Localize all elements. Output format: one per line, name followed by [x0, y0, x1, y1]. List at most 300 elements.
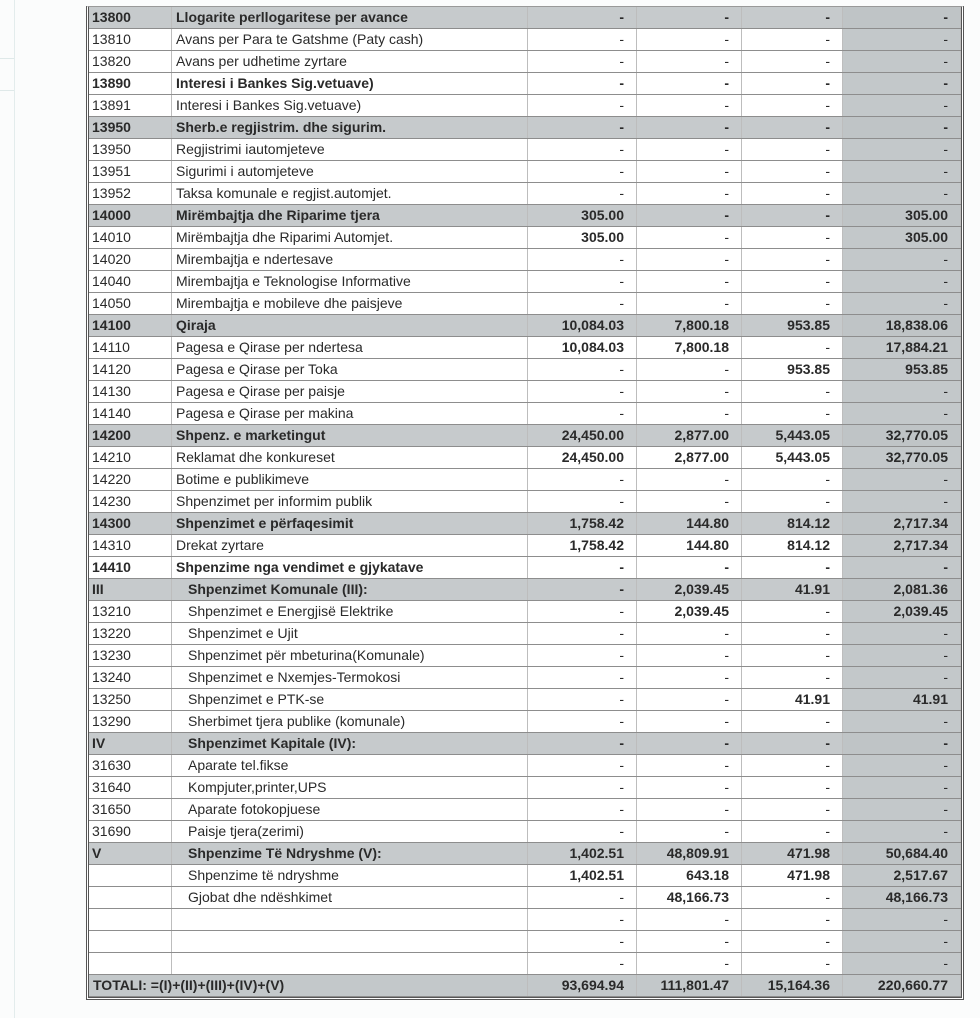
amount-col3-cell: 814.12	[742, 513, 843, 535]
description-cell: Shpenzime Të Ndryshme (V):	[172, 843, 528, 865]
amount-col1-cell: -	[528, 601, 637, 623]
amount-col3-cell: -	[742, 117, 843, 139]
description-cell: Shpenzimet Kapitale (IV):	[172, 733, 528, 755]
amount-col2-cell: -	[637, 667, 742, 689]
row-total-cell: -	[843, 909, 961, 931]
account-code-cell: IV	[89, 733, 172, 755]
table-row	[89, 777, 961, 799]
row-total-cell: -	[843, 733, 961, 755]
account-code-cell: V	[89, 843, 172, 865]
row-total-cell: -	[843, 777, 961, 799]
description-cell: Pagesa e Qirase per ndertesa	[172, 337, 528, 359]
account-code-cell: 13240	[89, 667, 172, 689]
amount-col2-cell: -	[637, 777, 742, 799]
description-cell	[172, 931, 528, 953]
amount-col3-cell: -	[742, 95, 843, 117]
amount-col2-cell: -	[637, 469, 742, 491]
description-cell: Paisje tjera(zerimi)	[172, 821, 528, 843]
amount-col1-cell: -	[528, 381, 637, 403]
description-cell: Kompjuter,printer,UPS	[172, 777, 528, 799]
description-cell: Interesi i Bankes Sig.vetuave)	[172, 95, 528, 117]
background-spreadsheet-edge	[0, 0, 15, 1018]
description-cell: Mirembajtja e Teknologise Informative	[172, 271, 528, 293]
row-total-cell: 17,884.21	[843, 337, 961, 359]
description-cell: Shpenzime nga vendimet e gjykatave	[172, 557, 528, 579]
amount-col2-cell: -	[637, 733, 742, 755]
background-gridline	[0, 58, 14, 59]
account-code-cell: 14410	[89, 557, 172, 579]
amount-col2-cell: -	[637, 623, 742, 645]
account-code-cell: 13890	[89, 73, 172, 95]
amount-col1-cell: -	[528, 403, 637, 425]
amount-col3-cell: -	[742, 623, 843, 645]
description-cell: Sherb.e regjistrim. dhe sigurim.	[172, 117, 528, 139]
account-code-cell: 13290	[89, 711, 172, 733]
row-total-cell: -	[843, 469, 961, 491]
account-code-cell: 14220	[89, 469, 172, 491]
amount-col3-cell: -	[742, 29, 843, 51]
account-code-cell: 14120	[89, 359, 172, 381]
row-total-cell: 2,517.67	[843, 865, 961, 887]
table-row	[89, 381, 961, 403]
description-cell	[172, 953, 528, 975]
account-code-cell	[89, 909, 172, 931]
table-row	[89, 403, 961, 425]
table-row	[89, 931, 961, 953]
table-row	[89, 469, 961, 491]
amount-col3-cell: 41.91	[742, 689, 843, 711]
table-row	[89, 139, 961, 161]
account-code-cell: 14020	[89, 249, 172, 271]
description-cell: Avans per Para te Gatshme (Paty cash)	[172, 29, 528, 51]
amount-col3-cell: -	[742, 777, 843, 799]
amount-col3-cell: 953.85	[742, 315, 843, 337]
amount-col1-cell: -	[528, 469, 637, 491]
amount-col1-cell: -	[528, 733, 637, 755]
description-cell: Aparate fotokopjuese	[172, 799, 528, 821]
account-code-cell: 13820	[89, 51, 172, 73]
description-cell: Shpenzime të ndryshme	[172, 865, 528, 887]
amount-col1-cell: -	[528, 579, 637, 601]
grand-total-col1: 93,694.94	[528, 975, 637, 997]
amount-col2-cell: 48,166.73	[637, 887, 742, 909]
amount-col2-cell: -	[637, 73, 742, 95]
amount-col2-cell: -	[637, 271, 742, 293]
amount-col2-cell: -	[637, 381, 742, 403]
grand-total-col3: 15,164.36	[742, 975, 843, 997]
row-total-cell: -	[843, 953, 961, 975]
amount-col2-cell: -	[637, 293, 742, 315]
amount-col1-cell: -	[528, 909, 637, 931]
account-code-cell: 13220	[89, 623, 172, 645]
account-code-cell: 14050	[89, 293, 172, 315]
description-cell: Interesi i Bankes Sig.vetuave)	[172, 73, 528, 95]
table-row	[89, 689, 961, 711]
account-code-cell: 13951	[89, 161, 172, 183]
amount-col1-cell: 1,402.51	[528, 865, 637, 887]
description-cell: Shpenz. e marketingut	[172, 425, 528, 447]
amount-col1-cell: 1,402.51	[528, 843, 637, 865]
row-total-cell: 305.00	[843, 227, 961, 249]
account-code-cell: 14130	[89, 381, 172, 403]
amount-col2-cell: -	[637, 359, 742, 381]
amount-col3-cell: 5,443.05	[742, 425, 843, 447]
row-total-cell: 32,770.05	[843, 447, 961, 469]
description-cell: Shpenzimet Komunale (III):	[172, 579, 528, 601]
description-cell: Shpenzimet për mbeturina(Komunale)	[172, 645, 528, 667]
account-code-cell	[89, 931, 172, 953]
description-cell: Shpenzimet e përfaqesimit	[172, 513, 528, 535]
account-code-cell: 14100	[89, 315, 172, 337]
amount-col2-cell: 7,800.18	[637, 337, 742, 359]
amount-col1-cell: 305.00	[528, 227, 637, 249]
account-code-cell: 13952	[89, 183, 172, 205]
category-row	[89, 315, 961, 337]
amount-col3-cell: -	[742, 205, 843, 227]
amount-col1-cell: -	[528, 293, 637, 315]
amount-col3-cell: -	[742, 227, 843, 249]
amount-col2-cell: -	[637, 249, 742, 271]
amount-col1-cell: -	[528, 73, 637, 95]
table-row	[89, 667, 961, 689]
row-total-cell: 41.91	[843, 689, 961, 711]
amount-col1-cell: -	[528, 953, 637, 975]
table-row	[89, 887, 961, 909]
account-code-cell: 13210	[89, 601, 172, 623]
amount-col1-cell: -	[528, 645, 637, 667]
table-row	[89, 227, 961, 249]
amount-col3-cell: -	[742, 249, 843, 271]
account-code-cell: 13891	[89, 95, 172, 117]
description-cell: Llogarite perllogaritese per avance	[172, 7, 528, 29]
account-code-cell: 14200	[89, 425, 172, 447]
amount-col3-cell: -	[742, 909, 843, 931]
description-cell: Botime e publikimeve	[172, 469, 528, 491]
table-row	[89, 865, 961, 887]
amount-col1-cell: 10,084.03	[528, 337, 637, 359]
amount-col2-cell: 643.18	[637, 865, 742, 887]
amount-col2-cell: 2,877.00	[637, 447, 742, 469]
account-code-cell: 31630	[89, 755, 172, 777]
amount-col1-cell: 24,450.00	[528, 425, 637, 447]
category-row	[89, 513, 961, 535]
amount-col1-cell: -	[528, 359, 637, 381]
amount-col1-cell: -	[528, 29, 637, 51]
amount-col1-cell: -	[528, 95, 637, 117]
table-row	[89, 249, 961, 271]
table-row	[89, 337, 961, 359]
table-row	[89, 755, 961, 777]
amount-col2-cell: -	[637, 491, 742, 513]
description-cell: Gjobat dhe ndëshkimet	[172, 887, 528, 909]
row-total-cell: -	[843, 821, 961, 843]
row-total-cell: -	[843, 161, 961, 183]
description-cell: Sherbimet tjera publike (komunale)	[172, 711, 528, 733]
table-row	[89, 623, 961, 645]
account-code-cell: III	[89, 579, 172, 601]
description-cell	[172, 909, 528, 931]
amount-col1-cell: -	[528, 161, 637, 183]
table-row	[89, 711, 961, 733]
amount-col3-cell: -	[742, 799, 843, 821]
description-cell: Shpenzimet e Energjisë Elektrike	[172, 601, 528, 623]
account-code-cell	[89, 887, 172, 909]
amount-col2-cell: -	[637, 403, 742, 425]
row-total-cell: -	[843, 491, 961, 513]
expense-report-table	[86, 6, 964, 1000]
row-total-cell: 18,838.06	[843, 315, 961, 337]
description-cell: Mirëmbajtja dhe Riparimi Automjet.	[172, 227, 528, 249]
amount-col3-cell: -	[742, 887, 843, 909]
account-code-cell: 14140	[89, 403, 172, 425]
amount-col1-cell: -	[528, 623, 637, 645]
table-row	[89, 557, 961, 579]
amount-col3-cell: -	[742, 821, 843, 843]
table-row	[89, 29, 961, 51]
amount-col1-cell: 1,758.42	[528, 535, 637, 557]
amount-col3-cell: -	[742, 271, 843, 293]
description-cell: Qiraja	[172, 315, 528, 337]
amount-col2-cell: -	[637, 557, 742, 579]
description-cell: Reklamat dhe konkureset	[172, 447, 528, 469]
account-code-cell: 13950	[89, 117, 172, 139]
amount-col1-cell: -	[528, 117, 637, 139]
row-total-cell: -	[843, 293, 961, 315]
amount-col2-cell: -	[637, 799, 742, 821]
amount-col3-cell: -	[742, 755, 843, 777]
description-cell: Pagesa e Qirase per paisje	[172, 381, 528, 403]
table-row	[89, 183, 961, 205]
amount-col1-cell: -	[528, 711, 637, 733]
amount-col1-cell: -	[528, 821, 637, 843]
amount-col2-cell: -	[637, 161, 742, 183]
amount-col3-cell: -	[742, 337, 843, 359]
description-cell: Drekat zyrtare	[172, 535, 528, 557]
category-row	[89, 843, 961, 865]
row-total-cell: -	[843, 139, 961, 161]
account-code-cell: 13950	[89, 139, 172, 161]
amount-col2-cell: -	[637, 205, 742, 227]
amount-col2-cell: -	[637, 931, 742, 953]
category-row	[89, 205, 961, 227]
account-code-cell: 14300	[89, 513, 172, 535]
description-cell: Mirembajtja e ndertesave	[172, 249, 528, 271]
account-code-cell: 14000	[89, 205, 172, 227]
description-cell: Avans per udhetime zyrtare	[172, 51, 528, 73]
category-row	[89, 579, 961, 601]
amount-col2-cell: -	[637, 95, 742, 117]
amount-col2-cell: -	[637, 711, 742, 733]
amount-col2-cell: -	[637, 645, 742, 667]
amount-col2-cell: -	[637, 117, 742, 139]
row-total-cell: -	[843, 29, 961, 51]
table-row	[89, 909, 961, 931]
table-row	[89, 535, 961, 557]
row-total-cell: -	[843, 667, 961, 689]
amount-col3-cell: 814.12	[742, 535, 843, 557]
table-row	[89, 821, 961, 843]
amount-col3-cell: -	[742, 73, 843, 95]
description-cell: Shpenzimet e Ujit	[172, 623, 528, 645]
row-total-cell: 2,717.34	[843, 513, 961, 535]
table-row	[89, 359, 961, 381]
account-code-cell: 14010	[89, 227, 172, 249]
description-cell: Mirembajtja e mobileve dhe paisjeve	[172, 293, 528, 315]
row-total-cell: -	[843, 931, 961, 953]
amount-col2-cell: 144.80	[637, 535, 742, 557]
table-row	[89, 293, 961, 315]
amount-col2-cell: -	[637, 7, 742, 29]
background-gridline	[0, 90, 14, 91]
amount-col3-cell: 471.98	[742, 843, 843, 865]
row-total-cell: 2,717.34	[843, 535, 961, 557]
table-row	[89, 73, 961, 95]
row-total-cell: -	[843, 249, 961, 271]
description-cell: Shpenzimet e Nxemjes-Termokosi	[172, 667, 528, 689]
amount-col3-cell: -	[742, 645, 843, 667]
row-total-cell: -	[843, 557, 961, 579]
amount-col1-cell: -	[528, 271, 637, 293]
amount-col3-cell: -	[742, 7, 843, 29]
row-total-cell: -	[843, 117, 961, 139]
amount-col1-cell: -	[528, 139, 637, 161]
category-row	[89, 7, 961, 29]
description-cell: Mirëmbajtja dhe Riparime tjera	[172, 205, 528, 227]
amount-col2-cell: -	[637, 953, 742, 975]
amount-col1-cell: -	[528, 491, 637, 513]
table-row	[89, 51, 961, 73]
row-total-cell: 953.85	[843, 359, 961, 381]
account-code-cell: 13810	[89, 29, 172, 51]
amount-col2-cell: 2,039.45	[637, 601, 742, 623]
amount-col1-cell: -	[528, 667, 637, 689]
table-row	[89, 491, 961, 513]
account-code-cell: 14210	[89, 447, 172, 469]
amount-col3-cell: -	[742, 139, 843, 161]
row-total-cell: -	[843, 7, 961, 29]
grand-total-col2: 111,801.47	[637, 975, 742, 997]
row-total-cell: -	[843, 183, 961, 205]
row-total-cell: -	[843, 623, 961, 645]
description-cell: Aparate tel.fikse	[172, 755, 528, 777]
amount-col1-cell: -	[528, 887, 637, 909]
amount-col1-cell: -	[528, 799, 637, 821]
row-total-cell: -	[843, 73, 961, 95]
amount-col3-cell: -	[742, 667, 843, 689]
grand-total-sum: 220,660.77	[843, 975, 961, 997]
amount-col1-cell: -	[528, 931, 637, 953]
account-code-cell: 31650	[89, 799, 172, 821]
amount-col1-cell: -	[528, 183, 637, 205]
grand-total-row	[89, 975, 961, 997]
amount-col3-cell: -	[742, 491, 843, 513]
amount-col3-cell: -	[742, 601, 843, 623]
amount-col3-cell: -	[742, 557, 843, 579]
table-row	[89, 161, 961, 183]
amount-col2-cell: -	[637, 227, 742, 249]
category-row	[89, 117, 961, 139]
table-body	[89, 7, 961, 975]
row-total-cell: -	[843, 51, 961, 73]
account-code-cell: 31690	[89, 821, 172, 843]
account-code-cell: 13230	[89, 645, 172, 667]
account-code-cell: 14310	[89, 535, 172, 557]
description-cell: Taksa komunale e regjist.automjet.	[172, 183, 528, 205]
amount-col2-cell: -	[637, 183, 742, 205]
amount-col2-cell: -	[637, 755, 742, 777]
amount-col3-cell: -	[742, 293, 843, 315]
row-total-cell: -	[843, 403, 961, 425]
row-total-cell: -	[843, 755, 961, 777]
amount-col3-cell: -	[742, 403, 843, 425]
category-row	[89, 425, 961, 447]
amount-col2-cell: -	[637, 821, 742, 843]
table-row	[89, 271, 961, 293]
amount-col3-cell: -	[742, 733, 843, 755]
row-total-cell: 2,039.45	[843, 601, 961, 623]
amount-col1-cell: -	[528, 755, 637, 777]
category-row	[89, 733, 961, 755]
account-code-cell	[89, 865, 172, 887]
amount-col1-cell: -	[528, 557, 637, 579]
row-total-cell: -	[843, 95, 961, 117]
row-total-cell: -	[843, 381, 961, 403]
row-total-cell: 32,770.05	[843, 425, 961, 447]
table-row	[89, 447, 961, 469]
row-total-cell: 50,684.40	[843, 843, 961, 865]
amount-col1-cell: 305.00	[528, 205, 637, 227]
table-row	[89, 799, 961, 821]
description-cell: Pagesa e Qirase per makina	[172, 403, 528, 425]
amount-col3-cell: -	[742, 469, 843, 491]
amount-col3-cell: -	[742, 953, 843, 975]
amount-col2-cell: 2,877.00	[637, 425, 742, 447]
amount-col3-cell: -	[742, 183, 843, 205]
amount-col3-cell: 471.98	[742, 865, 843, 887]
amount-col2-cell: 7,800.18	[637, 315, 742, 337]
account-code-cell: 13800	[89, 7, 172, 29]
account-code-cell: 13250	[89, 689, 172, 711]
table-row	[89, 953, 961, 975]
account-code-cell	[89, 953, 172, 975]
row-total-cell: -	[843, 711, 961, 733]
amount-col2-cell: 144.80	[637, 513, 742, 535]
description-cell: Sigurimi i automjeteve	[172, 161, 528, 183]
table-row	[89, 601, 961, 623]
amount-col2-cell: 48,809.91	[637, 843, 742, 865]
amount-col2-cell: -	[637, 689, 742, 711]
description-cell: Regjistrimi iautomjeteve	[172, 139, 528, 161]
amount-col1-cell: -	[528, 689, 637, 711]
amount-col3-cell: 41.91	[742, 579, 843, 601]
row-total-cell: -	[843, 799, 961, 821]
row-total-cell: -	[843, 271, 961, 293]
amount-col2-cell: -	[637, 29, 742, 51]
account-code-cell: 31640	[89, 777, 172, 799]
description-cell: Shpenzimet per informim publik	[172, 491, 528, 513]
amount-col2-cell: -	[637, 139, 742, 161]
table-row	[89, 645, 961, 667]
amount-col1-cell: -	[528, 51, 637, 73]
account-code-cell: 14230	[89, 491, 172, 513]
amount-col3-cell: -	[742, 51, 843, 73]
amount-col2-cell: -	[637, 51, 742, 73]
description-cell: Shpenzimet e PTK-se	[172, 689, 528, 711]
grand-total-label: TOTALI: =(I)+(II)+(III)+(IV)+(V)	[89, 975, 528, 997]
amount-col1-cell: 24,450.00	[528, 447, 637, 469]
account-code-cell: 14110	[89, 337, 172, 359]
amount-col2-cell: -	[637, 909, 742, 931]
